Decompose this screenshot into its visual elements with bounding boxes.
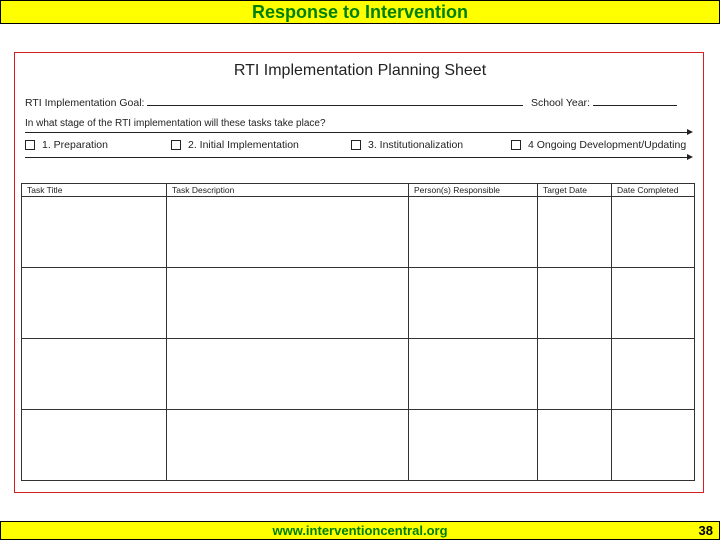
goal-row <box>25 97 523 109</box>
goal-label: RTI Implementation Goal: <box>25 97 145 109</box>
task-description-cell[interactable] <box>167 197 409 268</box>
target-date-cell[interactable] <box>538 197 612 268</box>
page-number: 38 <box>698 523 713 538</box>
stage-option-institutionalization[interactable] <box>351 139 463 151</box>
banner-title: Response to Intervention <box>251 1 469 22</box>
date-completed-cell[interactable] <box>612 410 695 481</box>
column-header-task-description: Task Description <box>167 184 409 197</box>
task-description-cell[interactable] <box>167 339 409 410</box>
table-row <box>22 197 695 268</box>
school-year-row <box>531 97 677 109</box>
stage-arrow-top <box>25 132 691 133</box>
table-row <box>22 339 695 410</box>
task-description-cell[interactable] <box>167 268 409 339</box>
stage-label: 1. Preparation <box>42 139 108 151</box>
goal-input-line[interactable] <box>147 105 523 106</box>
persons-responsible-cell[interactable] <box>409 339 538 410</box>
task-title-cell[interactable] <box>22 197 167 268</box>
target-date-cell[interactable] <box>538 339 612 410</box>
top-banner <box>0 0 720 24</box>
column-header-date-completed: Date Completed <box>612 184 695 197</box>
table-row <box>22 268 695 339</box>
footer-url-link[interactable]: www.interventioncentral.org <box>272 523 448 538</box>
stage-label: 3. Institutionalization <box>368 139 464 151</box>
school-year-input-line[interactable] <box>593 105 677 106</box>
planning-table <box>21 183 695 481</box>
persons-responsible-cell[interactable] <box>409 197 538 268</box>
stage-option-initial[interactable] <box>171 139 299 151</box>
sheet-title: RTI Implementation Planning Sheet <box>233 62 487 79</box>
checkbox-institutionalization[interactable] <box>351 140 361 150</box>
stage-option-ongoing[interactable] <box>511 139 686 151</box>
table-header-row <box>22 184 695 197</box>
target-date-cell[interactable] <box>538 268 612 339</box>
date-completed-cell[interactable] <box>612 197 695 268</box>
stage-question: In what stage of the RTI implementation will these tasks take place? <box>25 118 326 129</box>
table-row <box>22 410 695 481</box>
stage-label: 2. Initial Implementation <box>188 139 299 151</box>
task-title-cell[interactable] <box>22 268 167 339</box>
footer-bar <box>0 521 720 540</box>
task-title-cell[interactable] <box>22 410 167 481</box>
school-year-label: School Year: <box>531 97 590 109</box>
task-title-cell[interactable] <box>22 339 167 410</box>
stage-arrow-bottom <box>25 157 691 158</box>
target-date-cell[interactable] <box>538 410 612 481</box>
date-completed-cell[interactable] <box>612 339 695 410</box>
persons-responsible-cell[interactable] <box>409 268 538 339</box>
checkbox-preparation[interactable] <box>25 140 35 150</box>
column-header-persons-responsible: Person(s) Responsible <box>409 184 538 197</box>
stage-label: 4 Ongoing Development/Updating <box>528 139 687 151</box>
checkbox-ongoing-development[interactable] <box>511 140 521 150</box>
persons-responsible-cell[interactable] <box>409 410 538 481</box>
checkbox-initial-implementation[interactable] <box>171 140 181 150</box>
task-description-cell[interactable] <box>167 410 409 481</box>
column-header-target-date: Target Date <box>538 184 612 197</box>
column-header-task-title: Task Title <box>22 184 167 197</box>
stage-option-preparation[interactable] <box>25 139 108 151</box>
date-completed-cell[interactable] <box>612 268 695 339</box>
